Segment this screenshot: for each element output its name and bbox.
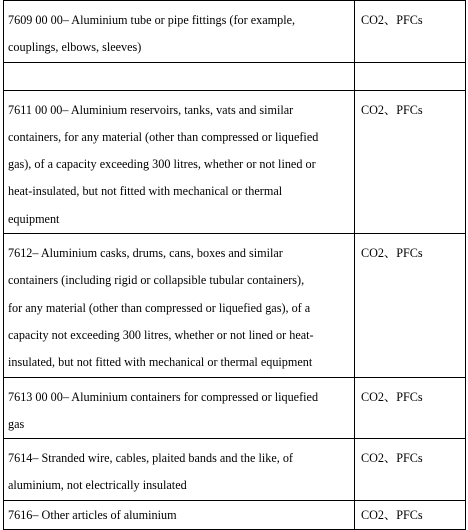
table-row: [4, 377, 466, 439]
description-line: 7609 00 00– Aluminium tube or pipe fittings (for example,: [8, 13, 296, 27]
description-line: aluminium, not electrically insulated: [8, 478, 187, 493]
description-cell: [4, 439, 355, 501]
table-row: [4, 62, 466, 90]
gases-cell: [355, 90, 466, 233]
gases-text: CO2、PFCs: [361, 451, 423, 466]
description-line: for any material (other than compressed or liquefied gas), of a: [8, 300, 311, 315]
gases-text: CO2、PFCs: [361, 13, 423, 27]
description-line: containers (including rigid or collapsible tubular containers),: [8, 273, 305, 288]
description-line: heat-insulated, but not fitted with mechanical or thermal: [8, 184, 283, 199]
description-cell: [4, 62, 355, 90]
table-row: [4, 234, 466, 377]
description-cell: [4, 377, 355, 439]
description-line: 7616– Other articles of aluminium: [8, 507, 177, 522]
description-line: couplings, elbows, sleeves): [8, 40, 142, 55]
description-cell: [4, 500, 355, 529]
description-line: 7611 00 00– Aluminium reservoirs, tanks, vats and similar: [8, 102, 294, 117]
description-line: equipment: [8, 211, 60, 226]
description-line: insulated, but not fitted with mechanical or thermal equipment: [8, 355, 313, 370]
description-line: 7613 00 00– Aluminium containers for compressed or liquefied: [8, 389, 319, 404]
description-line: capacity not exceeding 300 litres, whether or not lined or heat-: [8, 327, 314, 342]
description-line: 7612– Aluminium casks, drums, cans, boxes and similar: [8, 246, 283, 261]
description-cell: [4, 234, 355, 377]
description-line: 7614– Stranded wire, cables, plaited bands and the like, of: [8, 451, 293, 466]
gases-text: CO2、PFCs: [361, 389, 423, 404]
goods-table: [3, 0, 466, 530]
gases-cell: [355, 1, 466, 63]
description-line: containers, for any material (other than compressed or liquefied: [8, 129, 319, 144]
description-cell: [4, 90, 355, 233]
gases-text: CO2、PFCs: [361, 246, 423, 261]
gases-text: CO2、PFCs: [361, 102, 423, 117]
gases-cell: [355, 234, 466, 377]
gases-text: CO2、PFCs: [361, 507, 423, 522]
table-row: [4, 90, 466, 233]
description-line: gas: [8, 416, 25, 431]
gases-cell: [355, 62, 466, 90]
table-row: [4, 439, 466, 501]
gases-cell: [355, 377, 466, 439]
description-cell: [4, 1, 355, 63]
table-row: [4, 1, 466, 63]
description-line: gas), of a capacity exceeding 300 litres, whether or not lined or: [8, 157, 316, 172]
gases-cell: [355, 439, 466, 501]
gases-cell: [355, 500, 466, 529]
table-row: [4, 500, 466, 529]
